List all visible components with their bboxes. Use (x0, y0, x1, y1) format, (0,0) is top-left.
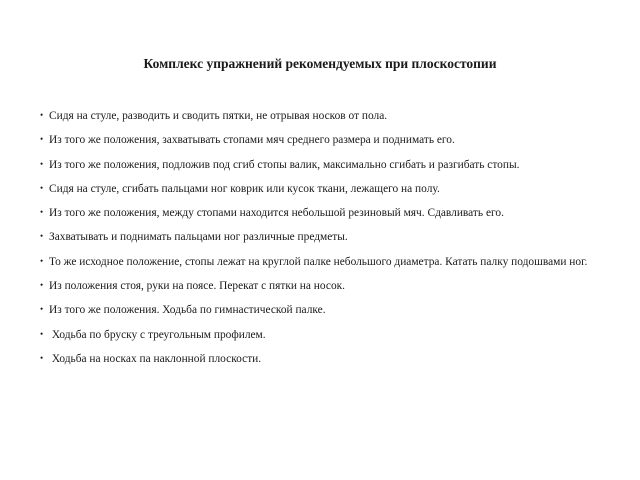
list-item (40, 274, 620, 298)
list-item (40, 250, 620, 274)
list-item (40, 153, 620, 177)
bullet-icon: • (40, 255, 44, 266)
exercise-text: То же исходное положение, стопы лежат на круглой палке небольшого диаметра. Катать палку подошвами ног. (49, 255, 588, 268)
exercise-text: Из того же положения. Ходьба по гимнастической палке. (49, 304, 326, 317)
exercise-text: Из того же положения, захватывать стопами мяч среднего размера и поднимать его. (49, 134, 455, 147)
exercise-text: Сидя на стуле, разводить и сводить пятки, не отрывая носков от пола. (49, 110, 388, 122)
bullet-icon: • (40, 207, 44, 218)
exercise-text: Сидя на стуле, сгибать пальцами ног коврик или кусок ткани, лежащего на полу. (49, 182, 440, 195)
exercise-text: Из положения стоя, руки на поясе. Перекат с пятки на носок. (49, 280, 346, 293)
list-item (40, 347, 620, 371)
list-item (40, 201, 620, 225)
list-item (40, 128, 620, 152)
exercise-text: Ходьба по бруску с треугольным профилем. (49, 328, 266, 341)
page-title: Комплекс упражнений рекомендуемых при плоскостопии (143, 56, 497, 71)
bullet-icon: • (40, 182, 44, 193)
bullet-icon: • (40, 304, 44, 315)
exercise-text: Ходьба на носках па наклонной плоскости. (49, 352, 262, 365)
list-item (40, 104, 620, 128)
list-item (40, 298, 620, 322)
bullet-icon: • (40, 328, 44, 339)
exercise-text: Из того же положения, между стопами находится небольшой резиновый мяч. Сдавливать его. (49, 207, 504, 220)
bullet-icon: • (40, 280, 44, 291)
bullet-icon: • (40, 134, 44, 145)
exercise-text: Из того же положения, подложив под сгиб стопы валик, максимально сгибать и разгибать стопы. (49, 158, 520, 171)
bullet-icon: • (40, 158, 44, 169)
list-item (40, 225, 620, 249)
list-item (40, 177, 620, 201)
exercise-list (40, 104, 620, 371)
exercise-text: Захватывать и поднимать пальцами ног различные предметы. (49, 231, 348, 244)
bullet-icon: • (40, 110, 44, 120)
bullet-icon: • (40, 352, 44, 363)
list-item (40, 323, 620, 347)
bullet-icon: • (40, 231, 44, 242)
